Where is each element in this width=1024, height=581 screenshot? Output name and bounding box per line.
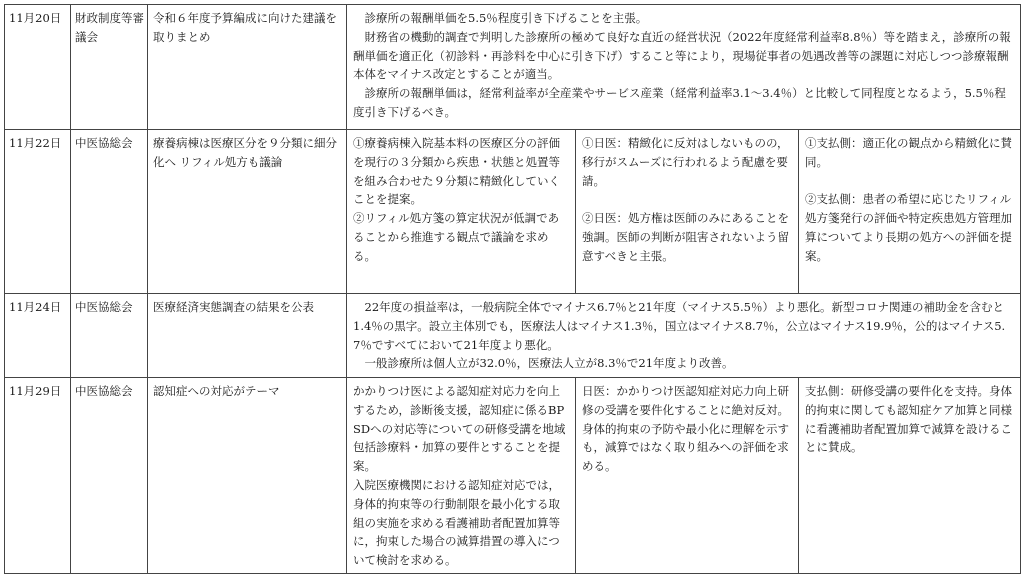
proposal-cell (347, 130, 576, 294)
physician-item: 日医：かかりつけ医認知症対応力向上研修の受講を要件化することに絶対反対。 (582, 384, 789, 417)
payer-item: 支払側：研修受講の要件化を支持。身体的拘束に関しても認知症ケア加算と同様に看護補助者配置加算で減算を設けることに賛成。 (805, 384, 1012, 455)
content-cell (347, 5, 1021, 130)
physician-item: ②日医：処方権は医師のみにあることを強調。医師の判断が阻害されないよう留意すべきと主張。 (582, 211, 789, 263)
organization-cell: 中医協総会 (71, 130, 148, 294)
table-row (5, 130, 1021, 294)
proposal-item: かかりつけ医による認知症対応力を向上するため，診断後支援，認知症に係るBPSDへの対応等についての研修受講を地域包括診療料・加算の要件とすることを提案。 (353, 384, 566, 474)
topic-line: 療養病棟は医療区分を９分類に細分化へ リフィル処方も議論 (153, 136, 337, 169)
payer-item: ②支払側：患者の希望に応じたリフィル処方箋発行の評価や特定疾患処方管理加算についてより長期の処方への評価を提案。 (805, 192, 1012, 263)
table-row (5, 5, 1021, 130)
meeting-table (4, 4, 1021, 574)
proposal-item: ②リフィル処方箋の算定状況が低調であることから推進する観点で議論を求める。 (353, 211, 560, 263)
payer-side-cell (799, 130, 1021, 294)
topic-cell: 令和６年度予算編成に向けた建議を取りまとめ (148, 5, 347, 130)
date-cell: 11月20日 (5, 5, 71, 130)
topic-cell: 認知症への対応がテーマ (148, 378, 347, 574)
proposal-cell (347, 378, 576, 574)
organization-cell: 中医協総会 (71, 294, 148, 378)
content-paragraph: 一般診療所は個人立が32.0％，医療法人立が8.3％で21年度より改善。 (364, 356, 734, 371)
date-cell: 11月29日 (5, 378, 71, 574)
content-cell (347, 294, 1021, 378)
topic-cell (148, 130, 347, 294)
table-row (5, 294, 1021, 378)
payer-item: ①支払側：適正化の観点から精緻化に賛同。 (805, 136, 1012, 169)
proposal-item: 入院医療機関における認知症対応では，身体的拘束等の行動制限を最小化する取組の実施を求める看護補助者配置加算等に，拘束した場合の減算措置の導入について検討を求める。 (353, 477, 560, 568)
physician-side-cell (576, 378, 799, 574)
physician-side-cell (576, 130, 799, 294)
physician-item: ①日医：精緻化に反対はしないものの，移行がスムーズに行われるよう配慮を要請。 (582, 136, 789, 188)
organization-cell: 財政制度等審議会 (71, 5, 148, 130)
proposal-item: ①療養病棟入院基本料の医療区分の評価を現行の３分類から疾患・状態と処置等を組み合わせた９分類に精緻化していくことを提案。 (353, 136, 560, 207)
content-paragraph: 診療所の報酬単価は，経常利益率が全産業やサービス産業（経常利益率3.1～3.4％）と比較して同程度となるよう，5.5％程度引き下げるべき。 (353, 86, 1006, 119)
content-paragraph: 診療所の報酬単価を5.5％程度引き下げることを主張。 (364, 11, 648, 25)
organization-cell: 中医協総会 (71, 378, 148, 574)
date-cell: 11月24日 (5, 294, 71, 378)
physician-item: 身体的拘束の予防や最小化に理解を示すも，減算ではなく取り組みへの評価を求める。 (582, 421, 789, 474)
content-paragraph: 財務省の機動的調査で判明した診療所の極めて良好な直近の経営状況（2022年度経常利益率8.8％）等を踏まえ，診療所の報酬単価を適正化（初診料・再診料を中心に引き下げ）すること等により，現場従事者の処遇改善等の課題に対応しつつ診療報酬本体をマイナス改定とすることが適当。 (353, 29, 1011, 82)
topic-cell: 医療経済実態調査の結果を公表 (148, 294, 347, 378)
table-row (5, 378, 1021, 574)
date-cell: 11月22日 (5, 130, 71, 294)
payer-side-cell (799, 378, 1021, 574)
content-paragraph: 22年度の損益率は，一般病院全体でマイナス6.7％と21年度（マイナス5.5％）より悪化。新型コロナ関連の補助金を含むと1.4％の黒字。設立主体別でも，医療法人はマイナス1.3％，国立はマイナス8.7％，公立はマイナス19.9％，公的はマイナス5.7％ですべてにおいて21年度より悪化。 (353, 300, 1006, 352)
